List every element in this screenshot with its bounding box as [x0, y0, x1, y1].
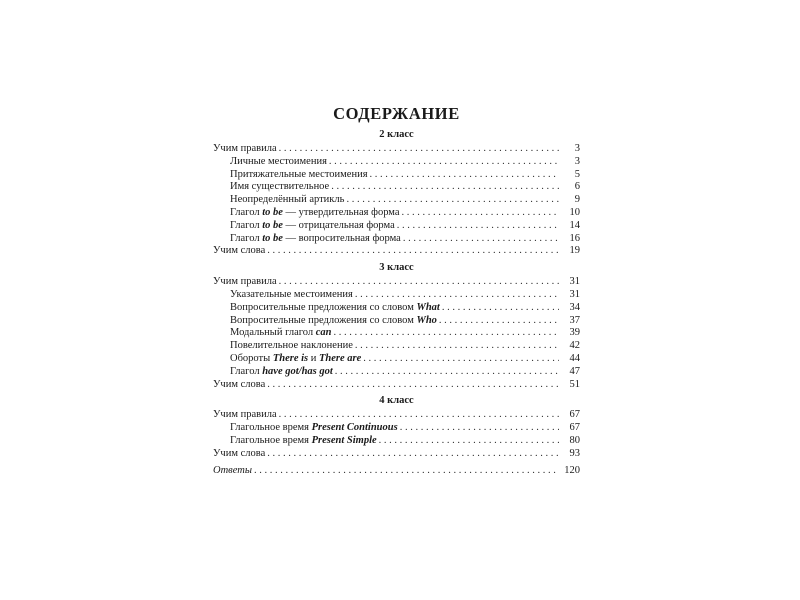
toc-row-page: 67: [569, 422, 580, 434]
toc-row-text: Вопросительные предложения со словом: [230, 301, 417, 313]
toc-row-term: to be: [262, 232, 283, 244]
toc-row-term: There are: [318, 352, 362, 364]
toc-row-label: [230, 169, 368, 182]
toc-row: [213, 181, 580, 194]
toc-row-label: [230, 327, 332, 340]
toc-row-page: 80: [569, 434, 580, 446]
toc-row-page: 47: [569, 365, 580, 377]
toc-row-answers: [213, 465, 580, 478]
leader-dots: [279, 409, 559, 422]
toc-row-page: 120: [564, 464, 580, 476]
leader-dots: [267, 245, 559, 258]
toc-row-page: 6: [574, 181, 580, 193]
toc-row: [213, 169, 580, 182]
toc-row-page: 31: [569, 276, 580, 288]
toc-row-term: to be: [262, 206, 283, 218]
toc-row-text: Указательные местоимения: [230, 288, 353, 300]
toc-row: [213, 379, 580, 392]
leader-dots: [355, 340, 559, 353]
toc-row-page: 3: [574, 155, 580, 167]
toc-row-term: There is: [272, 352, 309, 364]
toc-row: [213, 448, 580, 461]
toc-row-page: 31: [569, 288, 580, 300]
leader-dots: [442, 302, 559, 315]
toc-row: [213, 302, 580, 315]
toc-row-page: 93: [569, 447, 580, 459]
toc-row-label: [230, 422, 398, 435]
toc-row: [213, 353, 580, 366]
toc-row-text: Учим слова: [213, 245, 266, 257]
toc-row-text: — отрицательная форма: [282, 219, 395, 231]
toc-row-term: Present Continuous: [311, 422, 398, 434]
leader-dots: [346, 194, 559, 207]
toc-row-page: 39: [569, 327, 580, 339]
leader-dots: [331, 181, 559, 194]
leader-dots: [379, 435, 559, 448]
toc-row-label: [230, 315, 437, 328]
toc-row-page: 14: [569, 219, 580, 231]
toc-row: [213, 422, 580, 435]
toc-row-page: 44: [569, 352, 580, 364]
section-heading: 4 класс: [379, 395, 414, 407]
toc-row-text: Глагол: [230, 206, 263, 218]
section-heading: 2 класс: [379, 129, 414, 140]
toc-row-text: Повелительное наклонение: [230, 340, 353, 352]
toc-row-label: [213, 448, 265, 461]
toc-row-label: [213, 409, 277, 422]
toc-row-page: 34: [569, 301, 580, 313]
toc-row: [213, 409, 580, 422]
toc-row-term: Who: [416, 314, 437, 326]
toc-row-text: Глагол: [230, 219, 263, 231]
toc-row-term: What: [416, 301, 440, 313]
leader-dots: [329, 156, 559, 169]
toc-row-label: [230, 340, 353, 353]
toc-row-page: 9: [574, 194, 580, 206]
toc-row: [213, 143, 580, 156]
toc-row-label: [230, 194, 344, 207]
toc-row-term: Present Simple: [311, 434, 377, 446]
toc-row-text: — вопросительная форма: [282, 232, 401, 244]
toc-row: [213, 207, 580, 220]
toc-row-page: 37: [569, 314, 580, 326]
toc-row-label: [213, 143, 277, 156]
toc-row: [213, 156, 580, 169]
toc-row-text: — утвердительная форма: [282, 206, 400, 218]
toc-row-page: 5: [574, 168, 580, 180]
toc-row-label: [213, 245, 265, 258]
toc-row-label: [230, 156, 327, 169]
toc-row-label: Ответы: [213, 464, 252, 476]
section-heading: 3 класс: [379, 262, 414, 274]
leader-dots: [335, 366, 559, 379]
toc-row-label: [230, 220, 395, 233]
leader-dots: [267, 448, 559, 461]
toc-row-text: Глагол: [230, 365, 263, 377]
toc-row-text: Неопределённый артикль: [230, 194, 345, 206]
toc-row-label: [230, 207, 400, 220]
toc-row-text: Обороты: [230, 352, 273, 364]
leader-dots: [400, 422, 559, 435]
toc-row: [213, 435, 580, 448]
toc-row: [213, 289, 580, 302]
toc-row-text: Глагол: [230, 232, 263, 244]
toc-row-text: и: [308, 352, 319, 364]
toc-row-term: have got/has got: [262, 365, 333, 377]
toc-row-label: [213, 379, 265, 392]
toc-row: [213, 276, 580, 289]
toc-row-label: [230, 353, 361, 366]
toc-row-label: [230, 181, 329, 194]
toc-row: [213, 245, 580, 258]
toc-row-text: Глагольное время: [230, 434, 312, 446]
toc-row-page: 10: [569, 206, 580, 218]
leader-dots: [363, 353, 559, 366]
toc-sections: [213, 128, 580, 461]
page-title: СОДЕРЖАНИЕ: [333, 104, 460, 123]
toc-row-label: [213, 276, 277, 289]
leader-dots: [402, 207, 559, 220]
leader-dots: [267, 379, 559, 392]
toc-row: [213, 194, 580, 207]
toc-row-page: 51: [569, 378, 580, 390]
leader-dots: [279, 276, 559, 289]
leader-dots: [279, 143, 559, 156]
toc-row: [213, 233, 580, 246]
toc-row-text: Учим правила: [213, 409, 277, 421]
toc-row-page: 16: [569, 232, 580, 244]
toc-row-label: [230, 233, 401, 246]
toc-row-text: Модальный глагол: [230, 327, 316, 339]
leader-dots: [439, 315, 559, 328]
toc-row-page: 3: [574, 143, 580, 154]
toc-row-text: Глагольное время: [230, 422, 312, 434]
toc-row-label: [230, 302, 440, 315]
toc-row-text: Учим слова: [213, 447, 266, 459]
toc-row: [213, 220, 580, 233]
toc-row-page: 42: [569, 340, 580, 352]
toc-row-term: can: [315, 327, 332, 339]
toc-row: [213, 315, 580, 328]
toc-row-text: Учим правила: [213, 143, 277, 154]
toc-row-text: Личные местоимения: [230, 155, 327, 167]
toc-row-page: 67: [569, 409, 580, 421]
toc-row-text: Притяжательные местоимения: [230, 168, 368, 180]
toc-row-label: [230, 289, 353, 302]
toc-row: [213, 366, 580, 379]
leader-dots: [254, 465, 559, 478]
leader-dots: [403, 233, 559, 246]
leader-dots: [355, 289, 559, 302]
toc-row-text: Имя существительное: [230, 181, 330, 193]
leader-dots: [397, 220, 559, 233]
toc-row: [213, 340, 580, 353]
toc-row-label: [230, 435, 377, 448]
leader-dots: [370, 169, 559, 182]
toc-row-term: to be: [262, 219, 283, 231]
toc-row: [213, 327, 580, 340]
leader-dots: [334, 327, 559, 340]
toc-row-text: Учим правила: [213, 276, 277, 288]
table-of-contents: [213, 100, 580, 477]
toc-row-text: Вопросительные предложения со словом: [230, 314, 417, 326]
toc-row-text: Учим слова: [213, 378, 266, 390]
toc-row-page: 19: [569, 245, 580, 257]
toc-row-label: [230, 366, 333, 379]
